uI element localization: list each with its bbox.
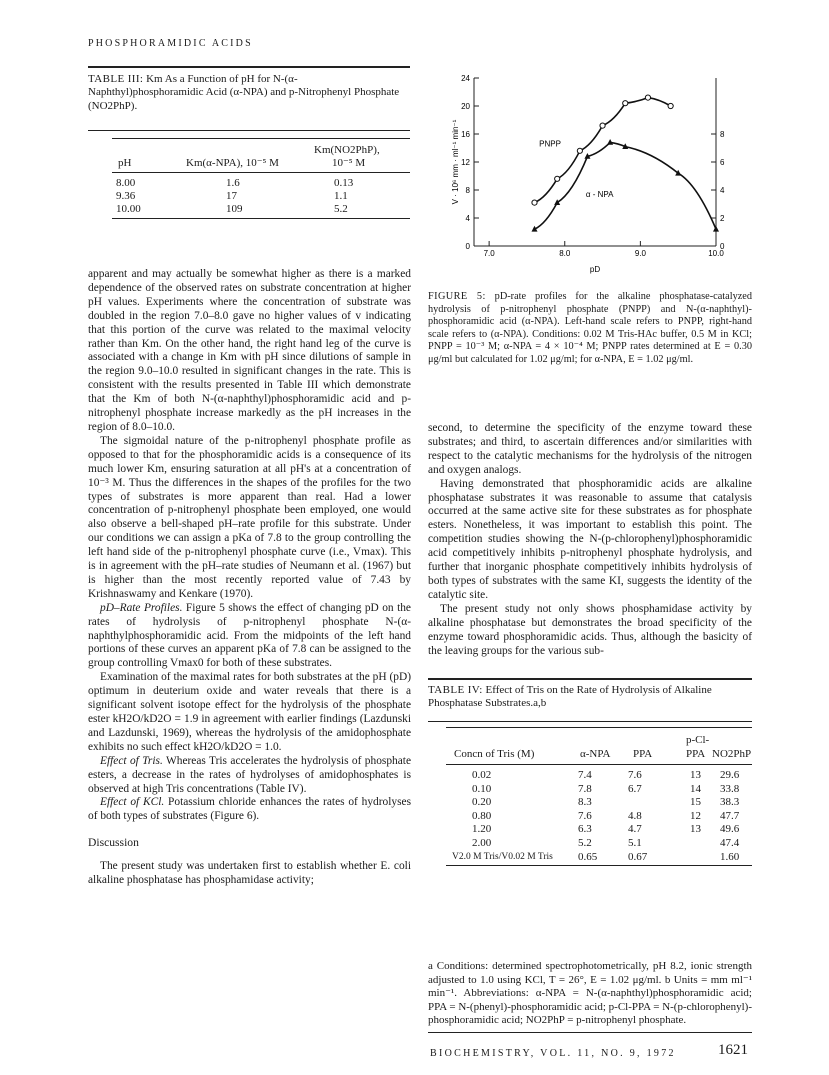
table-4-header-ppa: PPA — [633, 748, 653, 760]
table-4-cell: 13 — [690, 823, 701, 836]
table-4-cell: 8.3 — [578, 796, 592, 809]
right-tick-label: 2 — [720, 214, 725, 223]
table-3-cell: 0.13 — [334, 177, 354, 189]
y-axis-label: V · 10⁶ mm · ml⁻¹ min⁻¹ — [451, 119, 460, 205]
table-4-cell: 33.8 — [720, 782, 740, 795]
table-4-cell: 5.1 — [628, 837, 642, 849]
table-4-cell: 7.8 — [578, 782, 592, 795]
table-3-cell: 1.1 — [334, 189, 348, 202]
right-tick-label: 0 — [720, 242, 725, 251]
table-4-rule — [428, 721, 752, 722]
right-column — [428, 422, 752, 658]
npa-point — [713, 226, 719, 232]
table-4-top-rule — [428, 678, 752, 680]
table-4-cell: 29.6 — [720, 769, 740, 781]
pnpp-point — [555, 176, 560, 181]
table-3-caption — [88, 73, 410, 113]
table-4-cell: 47.7 — [720, 809, 740, 822]
left-tick-label: 12 — [461, 158, 470, 167]
table-4-cell: 13 — [690, 769, 701, 781]
table-3-cell: 1.6 — [226, 177, 240, 189]
series-line-npa — [535, 139, 717, 229]
pnpp-point — [532, 200, 537, 205]
table-3-cell: 9.36 — [116, 189, 136, 202]
table-4-cell: 0.80 — [472, 809, 492, 822]
table-3-cell: 109 — [226, 202, 243, 215]
paragraph — [88, 602, 411, 672]
section-heading: Discussion — [88, 836, 139, 850]
table-4-header-pcl-bottom: PPA — [686, 748, 706, 760]
table-3-col3-top: Km(NO2PhP), — [314, 144, 380, 156]
pnpp-label: PNPP — [539, 139, 561, 149]
table-3-header-rule-top — [112, 138, 410, 139]
paragraph-text: Whereas Tris accelerates the hydrolysis of phosphate esters, a decrease in the rates of hydrolyses of amidophosphates is observed at high Tris concentrations (Table IV). — [88, 754, 411, 795]
table-3-cell: 17 — [226, 189, 237, 202]
right-tick-label: 6 — [720, 158, 725, 167]
table-4-footnote: a Conditions: determined spectrophotometrically, pH 8.2, ionic strength adjusted to 1.0 using KCl, T = 26°, E = 1.02 μg/ml. b Units = mm ml⁻¹ min⁻¹. Abbreviations: α-NPA = N-(α-naphthyl)phosphoramidic acid; PPA = N-(phenyl)-phosphoramidic acid; p-Cl-PPA = N-(p-chlorophenyl)-phosphoramidic acid; NO2PhP = p-nitrophenyl phosphate. — [428, 960, 752, 1027]
paragraph: Having demonstrated that phosphoramidic acids are alkaline phosphatase substrates it was reasonable to assume that catalysis occurred at the same active site for these substrates as for phosphate esters. Nonetheless, it was important to establish this point. The competition studies showing the N-(p-chlorophenyl)phosphoramidic acid competitively inhibits p-nitrophenyl phosphate hydrolysis, and further that inorganic phosphate competitively inhibits hydrolysis of both types of substrates with the same KI, suggests the identity of the catalytic site. — [428, 477, 752, 601]
table-4-cell: 0.67 — [628, 850, 648, 863]
x-tick-label: 9.0 — [634, 249, 646, 258]
left-tick-label: 4 — [465, 214, 470, 223]
footer-rule — [428, 1032, 752, 1033]
paragraph: The sigmoidal nature of the p-nitrophenyl phosphate profile as opposed to that for the phosphoramidic acids is a consequence of its much lower Km, ensuring saturation at all pH's at a concentration of 10⁻³ M. Thus the differences in the shapes of the profiles for the two types of substrates is more apparent than real. Had a lower concentration of p-nitrophenyl phosphate been employed, one would also observe a bell-shaped pH–rate profile for this substrate. Under our conditions we can assign a pKa of 7.8 to the group controlling the left hand side of the p-nitrophenyl phosphate curve (i.e., Vmax). This is in agreement with the pH–rate studies of Neumann et al. (1967) but is higher than the most recently reported value of 7.43 by Krishnaswamy and Kenkare (1970). — [88, 434, 411, 600]
pnpp-point — [623, 101, 628, 106]
left-tick-label: 16 — [461, 130, 470, 139]
series-line-pnpp — [535, 98, 671, 203]
figure-5-plot — [451, 74, 725, 274]
figure-5-chart — [436, 66, 756, 280]
figure-5-caption — [428, 291, 752, 367]
paragraph-text: Figure 5 shows the effect of changing pD on the rates of hydrolysis of p-nitrophenyl phosphate N-(α-naphthylphosphoramidic acid. From the midpoints of the left hand portions of these curves an apparent pKa of 7.8 can be assigned to the group controlling Vmax0 for both of these substrates. — [88, 601, 411, 670]
pnpp-point — [668, 103, 673, 108]
x-tick-label: 7.0 — [483, 249, 495, 258]
left-tick-label: 20 — [461, 102, 470, 111]
table-4-header-rule-top — [446, 727, 752, 728]
table-4-cell: 47.4 — [720, 837, 740, 849]
table-4-cell: 4.7 — [628, 823, 642, 836]
table-4-header-rule — [446, 764, 752, 765]
paragraph — [88, 755, 411, 797]
table-3-col3-bottom: 10⁻⁵ M — [332, 157, 366, 169]
table-4-cell: 0.02 — [472, 769, 492, 781]
paragraph-text: Potassium chloride enhances the rates of hydrolyses of both types of substrates (Figure 6). — [88, 796, 411, 823]
left-tick-label: 0 — [465, 242, 470, 251]
table-3-header-rule — [112, 172, 410, 173]
table-3-cell: 8.00 — [116, 177, 136, 189]
table-3-label: TABLE III: — [88, 73, 144, 85]
table-4-cell: 38.3 — [720, 796, 740, 809]
journal-footer: BIOCHEMISTRY, VOL. 11, NO. 9, 1972 — [430, 1048, 676, 1059]
figure-5-caption-text: pD-rate profiles for the alkaline phosphatase-catalyzed hydrolysis of p-nitrophenyl phosphate (PNPP) and N-(α-naphthyl)-phosphoramidic acid (α-NPA). Left-hand scale refers to PNPP, right-hand scale refers to (α-NPA). Conditions: 0.02 M Tris-HAc buffer, 0.5 M in KCl; PNPP = 10⁻³ M; α-NPA = 4 × 10⁻⁴ M; PNPP rates determined at E = 0.30 μg/ml but calculated for 1.02 μg/ml; for α-NPA, E = 1.02 μg/ml. — [428, 291, 753, 365]
x-tick-label: 8.0 — [559, 249, 571, 258]
x-tick-label: 10.0 — [708, 249, 724, 258]
pnpp-point — [645, 95, 650, 100]
table-4-cell: 14 — [690, 782, 701, 795]
x-axis-label: pD — [589, 265, 601, 274]
table-4-cell: 0.65 — [578, 850, 598, 863]
page-number: 1621 — [718, 1042, 748, 1058]
left-column — [88, 268, 411, 888]
table-4-header-pcl-top: p-Cl- — [686, 734, 710, 746]
run-in-heading: Effect of Tris. — [100, 754, 163, 767]
table-3-col1: pH — [118, 157, 132, 169]
running-head: PHOSPHORAMIDIC ACIDS — [88, 38, 253, 49]
table-4-caption-text: Effect of Tris on the Rate of Hydrolysis of Alkaline Phosphatase Substrates.a,b — [428, 684, 712, 710]
table-3-cell: 5.2 — [334, 202, 348, 215]
table-4-header-concn: Concn of Tris (M) — [454, 748, 535, 760]
table-3-cell: 10.00 — [116, 202, 141, 215]
table-4-cell: 1.20 — [472, 823, 492, 836]
run-in-heading: Effect of KCl. — [100, 796, 165, 809]
right-tick-label: 8 — [720, 130, 725, 139]
table-4-cell: V2.0 M Tris/V0.02 M Tris — [452, 851, 553, 862]
table-4-cell: 5.2 — [578, 837, 592, 849]
right-tick-label: 4 — [720, 186, 725, 195]
table-3-rule — [88, 130, 410, 131]
table-4-cell: 6.3 — [578, 823, 592, 836]
npa-label: α - NPA — [585, 190, 614, 199]
table-4-cell: 7.6 — [628, 769, 642, 781]
table-4-bottom-rule — [446, 865, 752, 866]
paragraph — [88, 796, 411, 824]
table-4-header-npa: α-NPA — [580, 748, 611, 760]
pnpp-point — [600, 123, 605, 128]
table-4-cell: 7.6 — [578, 809, 592, 822]
table-4-cell: 2.00 — [472, 837, 492, 849]
table-3-col2: Km(α-NPA), 10⁻⁵ M — [186, 157, 279, 169]
table-4-cell: 1.60 — [720, 850, 740, 863]
figure-5-label: FIGURE 5: — [428, 291, 486, 302]
paragraph: apparent and may actually be somewhat higher as there is a marked dependence of the observed rates on substrate concentration at higher pH values. Experiments where the concentration of substrate was doubled in the region 7.0–8.0 gave no higher values of v indicating that this portion of the curve was related to the maximal velocity rather than Km. On the other hand, the right hand leg of the curve is associated with a change in Km with pH since dilutions of sample in the region 9.0–10.0 resulted in significant changes in the rate. This is consistent with the results presented in Table III which demonstrate that the Km of both N-(α-naphthyl)phosphoramidic acid and p-nitrophenyl phosphate increase markedly as the pH increases in the region of 8.0–10.0. — [88, 268, 411, 433]
run-in-heading: pD–Rate Profiles. — [100, 601, 183, 614]
left-tick-label: 8 — [465, 186, 470, 195]
paragraph: The present study not only shows phosphamidase activity by alkaline phosphatase but demonstrates the broad specificity of the enzyme toward phosphoramidic acids. Thus, although the basicity of the leaving groups for the various sub- — [428, 602, 752, 657]
table-4-caption — [428, 684, 752, 711]
table-4-cell: 12 — [690, 809, 701, 822]
pnpp-point — [577, 148, 582, 153]
table-4-cell: 4.8 — [628, 809, 642, 822]
table-4-cell: 6.7 — [628, 782, 642, 795]
table-4-header-no2: NO2PhP — [712, 748, 752, 760]
table-3-bottom-rule — [112, 218, 410, 219]
table-3-top-rule — [88, 66, 410, 68]
table-4-label: TABLE IV: — [428, 684, 483, 696]
left-tick-label: 24 — [461, 74, 470, 83]
table-4-cell: 15 — [690, 796, 701, 809]
paragraph: The present study was undertaken first to establish whether E. coli alkaline phosphatase has phosphamidase activity; — [88, 860, 411, 887]
paragraph: Examination of the maximal rates for both substrates at the pH (pD) optimum in deuterium oxide and water reveals that there is a significant solvent isotope effect for the hydrolysis of the phosphate ester kH2O/kD2O = 1.9 in agreement with earlier findings (Lazdunski and Lazdunski, 1969), whereas the hydrolysis of the amidophosphate exhibits no such effect kH2O/kD2O = 1.0. — [88, 671, 411, 753]
table-4-cell: 0.20 — [472, 796, 492, 809]
table-4-cell: 0.10 — [472, 782, 492, 795]
table-4-cell: 49.6 — [720, 823, 740, 836]
paragraph: second, to determine the specificity of the enzyme toward these substrates; and third, to ascertain differences and/or similarities with respect to the catalytic mechanisms for the hydrolysis of the nitrogen and oxygen analogs. — [428, 422, 752, 476]
table-4-cell: 7.4 — [578, 769, 592, 781]
table-3-caption-text: Km As a Function of pH for N-(α-Naphthyl)phosphoramidic Acid (α-NPA) and p-Nitrophenyl Phosphate (NO2PhP). — [88, 73, 400, 112]
